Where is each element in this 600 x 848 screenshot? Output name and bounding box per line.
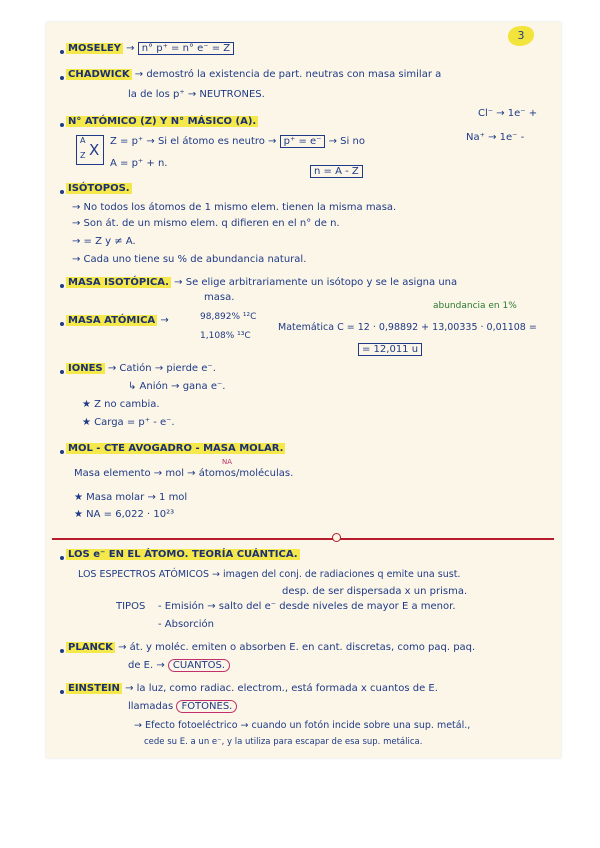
bullet xyxy=(60,556,64,560)
bullet xyxy=(60,649,64,653)
mol-text-1: Masa elemento → mol → átomos/moléculas. xyxy=(74,468,294,479)
bullet xyxy=(60,370,64,374)
notebook-page xyxy=(46,22,561,758)
ions-z-note: ★ Z no cambia. xyxy=(82,399,160,410)
ions-anion: ↳ Anión → gana e⁻. xyxy=(128,381,226,392)
isotopes-title-line xyxy=(66,183,132,194)
einstein-text-2: llamadas xyxy=(128,701,174,712)
atom-notation xyxy=(76,135,104,165)
ion-cl: Cl⁻ → 1e⁻ + xyxy=(478,108,538,119)
einstein-text-1: → la luz, como radiac. electrom., está formada x cuantos de E. xyxy=(125,683,438,694)
quantum-label: LOS e⁻ EN EL ÁTOMO. TEORÍA CUÁNTICA. xyxy=(68,549,298,560)
element-symbol: X xyxy=(89,141,100,159)
isotope-abundance-1: 98,892% ¹²C xyxy=(200,312,257,322)
moseley-arrow: → xyxy=(126,43,135,54)
einstein-label: EINSTEIN xyxy=(68,683,120,694)
chadwick-line xyxy=(66,69,441,80)
neutron-formula: n = A - Z xyxy=(310,165,363,178)
chadwick-text-1: → demostró la existencia de part. neutras con masa similar a xyxy=(134,69,442,80)
atomic-mass-result: = 12,011 u xyxy=(358,343,422,356)
mass-number-symbol: A xyxy=(80,136,86,145)
neutral-after: → Si no xyxy=(328,136,365,147)
bullet xyxy=(60,690,64,694)
a-equation: A = p⁺ + n. xyxy=(110,158,168,169)
isotopes-text-1: → No todos los átomos de 1 mismo elem. tienen la misma masa. xyxy=(72,202,397,213)
quanta-oval: CUANTOS. xyxy=(168,659,230,672)
moseley-formula: n° p⁺ = n° e⁻ = Z xyxy=(138,42,234,55)
ions-label: IONES xyxy=(68,363,103,374)
isotopic-mass-label: MASA ISOTÓPICA. xyxy=(68,277,169,288)
atomic-mass-label: MASA ATÓMICA xyxy=(68,315,156,326)
neutral-box: p⁺ = e⁻ xyxy=(280,135,326,148)
neutron-formula-line xyxy=(310,166,363,177)
mol-title-line xyxy=(66,443,285,454)
planck-line-2 xyxy=(128,660,230,671)
page-number: 3 xyxy=(508,26,534,46)
spectra-text-2: desp. de ser dispersada x un prisma. xyxy=(282,586,468,597)
einstein-line-2 xyxy=(128,701,237,712)
einstein-line xyxy=(66,683,438,694)
avogadro-mark: NA xyxy=(222,458,233,466)
mol-label: MOL - CTE AVOGADRO - MASA MOLAR. xyxy=(68,443,284,454)
spectra-text-1: LOS ESPECTROS ATÓMICOS → imagen del conj. de radiaciones q emite una sust. xyxy=(78,569,461,580)
planck-text-2: de E. → xyxy=(128,660,165,671)
isotopes-text-2: → Son át. de un mismo elem. q difieren en el n° de n. xyxy=(72,218,340,229)
moseley-line xyxy=(66,43,234,54)
bullet xyxy=(60,322,64,326)
einstein-text-3: → Efecto fotoeléctrico → cuando un fotón incide sobre una sup. metál., xyxy=(134,720,471,731)
mol-text-3: ★ NA = 6,022 · 10²³ xyxy=(74,509,175,520)
planck-label: PLANCK xyxy=(68,642,113,653)
isotopic-mass-text-2: masa. xyxy=(204,292,235,303)
einstein-text-4: cede su E. a un e⁻, y la utiliza para escapar de esa sup. metálica. xyxy=(144,737,423,747)
bullet xyxy=(60,76,64,80)
ion-na: Na⁺ → 1e⁻ - xyxy=(466,132,525,143)
planck-text-1: → át. y moléc. emiten o absorben E. en cant. discretas, como paq. paq. xyxy=(118,642,476,653)
atomic-number-label: N° ATÓMICO (Z) Y N° MÁSICO (A). xyxy=(68,116,257,127)
photons-oval: FOTONES. xyxy=(176,700,237,713)
ions-line xyxy=(66,363,216,374)
ions-charge: ★ Carga = p⁺ - e⁻. xyxy=(82,417,175,428)
atomic-mass-calculation: Matemática C = 12 · 0,98892 + 13,00335 · 0,01108 = xyxy=(278,322,537,333)
atomic-mass-title-line xyxy=(66,315,169,326)
atomic-number-title-line xyxy=(66,116,258,127)
atomic-mass-result-line xyxy=(358,344,422,355)
isotope-abundance-2: 1,108% ¹³C xyxy=(200,331,251,341)
isotopic-mass-line xyxy=(66,277,457,288)
quantum-title-line xyxy=(66,549,300,560)
chadwick-text-2: la de los p⁺ → NEUTRONES. xyxy=(128,89,265,100)
atomic-number-symbol: Z xyxy=(80,151,86,160)
spectra-emission: - Emisión → salto del e⁻ desde niveles de mayor E a menor. xyxy=(158,601,456,612)
spectra-absorption: - Absorción xyxy=(158,619,214,630)
bullet xyxy=(60,123,64,127)
bullet xyxy=(60,190,64,194)
z-equation-line xyxy=(110,136,365,147)
moseley-label: MOSELEY xyxy=(68,43,121,54)
ions-cation: → Catión → pierde e⁻. xyxy=(107,363,216,374)
abundance-note: abundancia en 1% xyxy=(433,301,517,311)
planck-line xyxy=(66,642,475,653)
bullet xyxy=(60,50,64,54)
isotopic-mass-text-1: → Se elige arbitrariamente un isótopo y se le asigna una xyxy=(174,277,458,288)
chadwick-label: CHADWICK xyxy=(68,69,130,80)
divider-circle xyxy=(332,533,341,542)
isotopes-text-4: → Cada uno tiene su % de abundancia natural. xyxy=(72,254,307,265)
neutral-text: → Si el átomo es neutro → xyxy=(146,136,277,147)
isotopes-label: ISÓTOPOS. xyxy=(68,183,130,194)
bullet xyxy=(60,284,64,288)
bullet xyxy=(60,450,64,454)
atomic-mass-arrow: → xyxy=(160,315,169,326)
z-equation: Z = p⁺ xyxy=(110,136,144,147)
isotopes-text-3: → = Z y ≠ A. xyxy=(72,236,136,247)
mol-text-2: ★ Masa molar → 1 mol xyxy=(74,492,188,503)
spectra-types: TIPOS xyxy=(116,601,146,612)
section-divider xyxy=(52,538,554,540)
